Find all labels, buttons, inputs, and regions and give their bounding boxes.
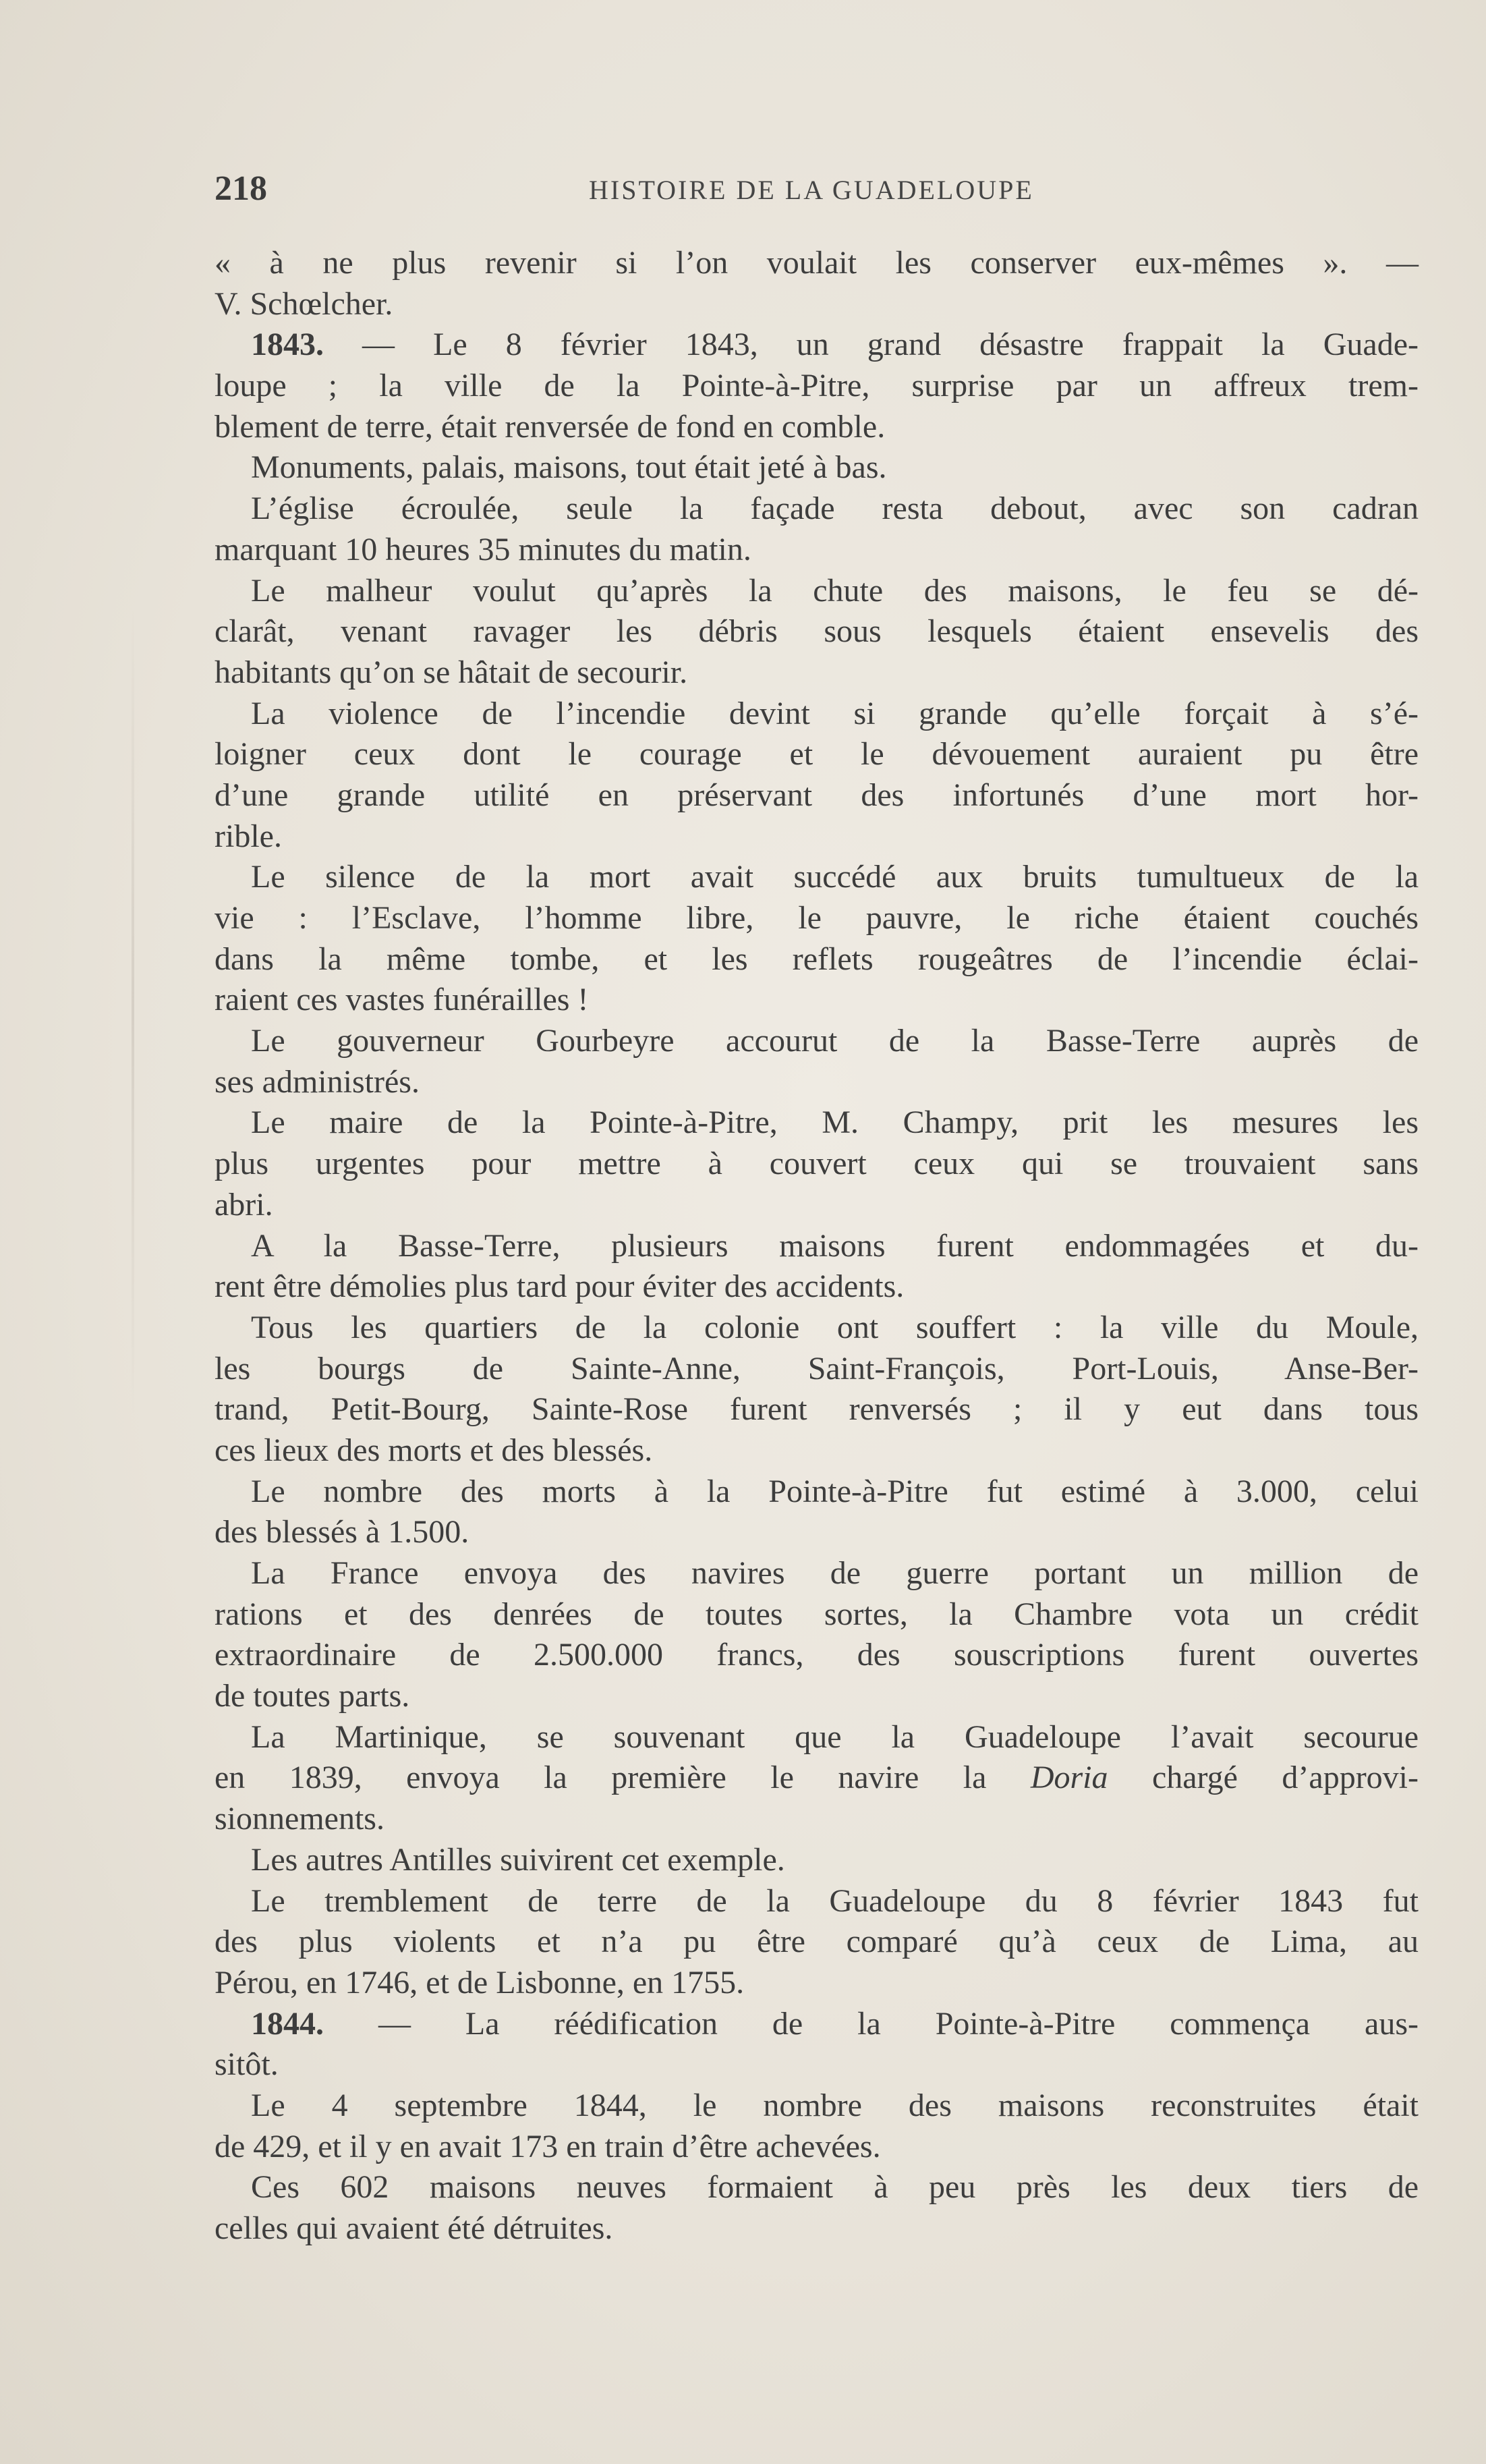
- text-line: marquant 10 heures 35 minutes du matin.: [215, 531, 751, 567]
- ship-name: Doria: [1030, 1760, 1108, 1796]
- text-line: loigner ceux dont le courage et le dévouement auraient pu être: [215, 736, 1419, 773]
- text-line: Tous les quartiers de la colonie ont souffert : la ville du Moule,: [251, 1309, 1419, 1345]
- text-line: rent être démolies plus tard pour éviter des accidents.: [215, 1268, 905, 1305]
- text-line: raient ces vastes funérailles !: [215, 982, 589, 1018]
- text-line: A la Basse-Terre, plusieurs maisons furent endommagées et du-: [251, 1227, 1419, 1264]
- text-line: trand, Petit-Bourg, Sainte-Rose furent renversés ; il y eut dans tous: [215, 1391, 1419, 1428]
- text-line: La Martinique, se souvenant que la Guadeloupe l’avait secourue: [251, 1718, 1419, 1755]
- text-line: en 1839, envoya la première le navire la Doria chargé d’approvi-: [215, 1760, 1419, 1796]
- text-line: sitôt.: [215, 2046, 279, 2083]
- text-line: Le 4 septembre 1844, le nombre des maisons reconstruites était: [251, 2087, 1419, 2123]
- text-line: Le silence de la mort avait succédé aux bruits tumultueux de la: [251, 859, 1419, 895]
- text-line: 1843. — Le 8 février 1843, un grand désastre frappait la Guade-: [251, 327, 1419, 363]
- text-line: Ces 602 maisons neuves formaient à peu près les deux tiers de: [251, 2169, 1419, 2206]
- text-line: sionnements.: [215, 1801, 384, 1837]
- text-line: loupe ; la ville de la Pointe-à-Pitre, surprise par un affreux trem-: [215, 368, 1419, 404]
- text-line: des plus violents et n’a pu être comparé qu’à ceux de Lima, au: [215, 1924, 1419, 1960]
- text-line: La France envoya des navires de guerre portant un million de: [251, 1555, 1419, 1591]
- text-line: ses administrés.: [215, 1063, 420, 1100]
- text-line: Les autres Antilles suivirent cet exemple.: [251, 1841, 785, 1878]
- page-header: [215, 169, 1091, 216]
- text-line: Pérou, en 1746, et de Lisbonne, en 1755.: [215, 1964, 745, 2000]
- text-line: V. Schœlcher.: [215, 285, 393, 322]
- text-line: Le gouverneur Gourbeyre accourut de la Basse-Terre auprès de: [251, 1023, 1419, 1059]
- text-line: L’église écroulée, seule la façade resta debout, avec son cadran: [251, 491, 1419, 527]
- text-line: extraordinaire de 2.500.000 francs, des souscriptions furent ouvertes: [215, 1637, 1419, 1673]
- text-line: clarât, venant ravager les débris sous lesquels étaient ensevelis des: [215, 613, 1419, 650]
- page-number: 218: [215, 169, 267, 208]
- text-line: habitants qu’on se hâtait de secourir.: [215, 654, 688, 690]
- body-text: [215, 243, 1419, 2249]
- text-line: blement de terre, était renversée de fond en comble.: [215, 408, 886, 445]
- text-line: Le nombre des morts à la Pointe-à-Pitre fut estimé à 3.000, celui: [251, 1473, 1419, 1509]
- text-line: Monuments, palais, maisons, tout était jeté à bas.: [251, 449, 887, 486]
- text-line: de 429, et il y en avait 173 en train d’être achevées.: [215, 2128, 881, 2164]
- text-line: Le malheur voulut qu’après la chute des maisons, le feu se dé-: [251, 572, 1419, 609]
- text-line: 1844. — La réédification de la Pointe-à-Pitre commença aus-: [251, 2005, 1419, 2042]
- text-line: ces lieux des morts et des blessés.: [215, 1432, 653, 1468]
- text-line: les bourgs de Sainte-Anne, Saint-François, Port-Louis, Anse-Ber-: [215, 1350, 1419, 1387]
- year-heading-1844: 1844.: [251, 2005, 324, 2042]
- text-line: Le tremblement de terre de la Guadeloupe du 8 février 1843 fut: [251, 1882, 1419, 1919]
- running-title: HISTOIRE DE LA GUADELOUPE: [589, 175, 1034, 205]
- text-line: celles qui avaient été détruites.: [215, 2210, 613, 2246]
- text-line: dans la même tombe, et les reflets rougeâtres de l’incendie éclai-: [215, 941, 1419, 977]
- text-line: Le maire de la Pointe-à-Pitre, M. Champy, prit les mesures les: [251, 1104, 1419, 1141]
- text-line: d’une grande utilité en préservant des infortunés d’une mort hor-: [215, 777, 1419, 813]
- year-heading-1843: 1843.: [251, 327, 324, 363]
- text-line: des blessés à 1.500.: [215, 1514, 469, 1550]
- text-line: vie : l’Esclave, l’homme libre, le pauvre, le riche étaient couchés: [215, 900, 1419, 936]
- page-shadow: [132, 607, 134, 1417]
- text-line: « à ne plus revenir si l’on voulait les conserver eux-mêmes ». —: [215, 245, 1419, 281]
- text-line: La violence de l’incendie devint si grande qu’elle forçait à s’é-: [251, 695, 1419, 731]
- text-line: abri.: [215, 1186, 273, 1223]
- text-line: rible.: [215, 818, 282, 854]
- text-line: de toutes parts.: [215, 1678, 410, 1714]
- text-line: plus urgentes pour mettre à couvert ceux qui se trouvaient sans: [215, 1146, 1419, 1182]
- text-line: rations et des denrées de toutes sortes, la Chambre vota un crédit: [215, 1596, 1419, 1632]
